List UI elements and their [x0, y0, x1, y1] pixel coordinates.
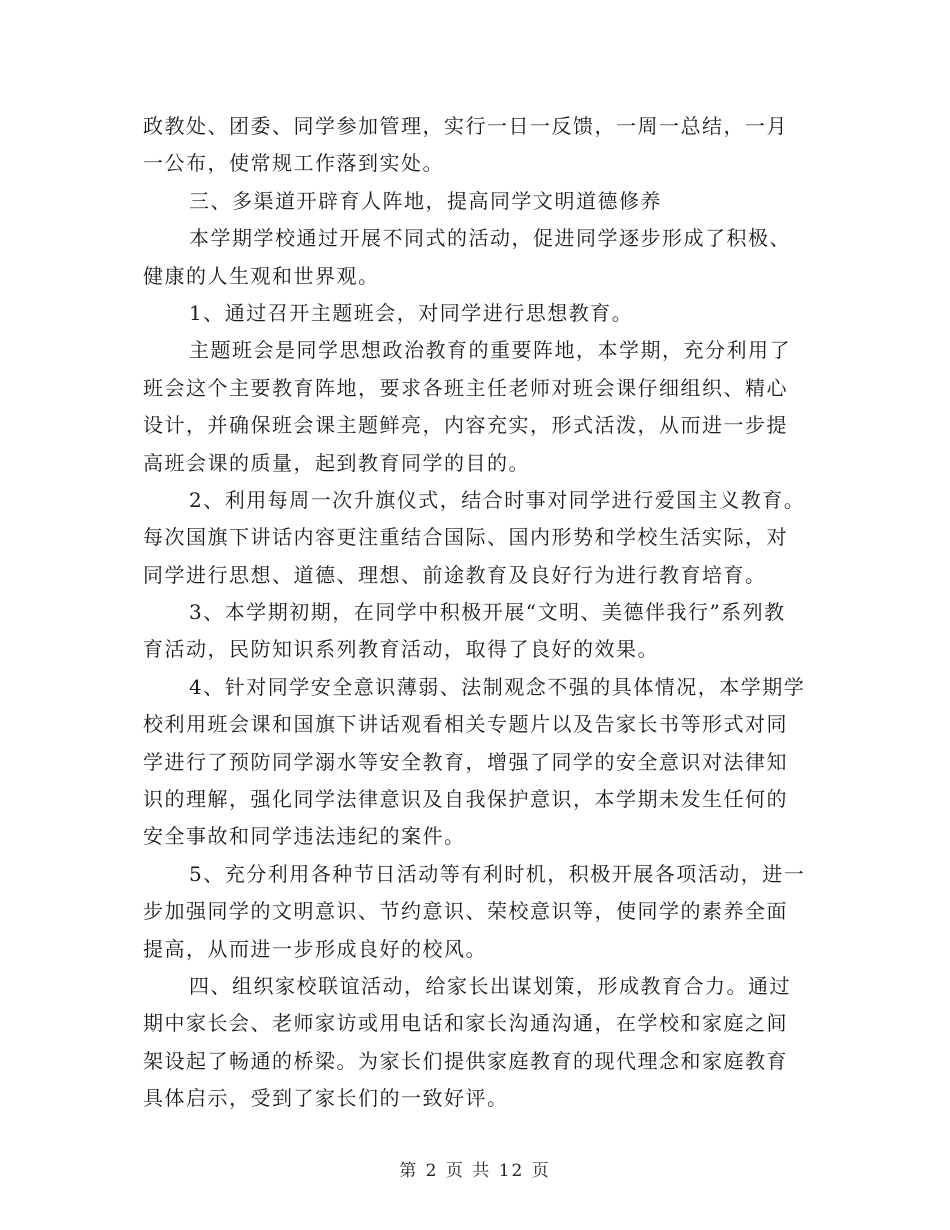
text-line: 步加强同学的文明意识、节约意识、荣校意识等，使同学的素养全面 [143, 899, 788, 924]
text-line: 安全事故和同学违法违纪的案件。 [143, 824, 466, 849]
text-line: 设计，并确保班会课主题鲜亮，内容充实，形式活泼，从而进一步提 [143, 413, 788, 438]
text-line: 校利用班会课和国旗下讲话观看相关专题片以及告家长书等形式对同 [143, 712, 788, 737]
document-body [143, 108, 809, 1118]
text-line: 班会这个主要教育阵地，要求各班主任老师对班会课仔细组织、精心 [143, 375, 788, 400]
text-line: 提高，从而进一步形成良好的校风。 [143, 936, 487, 961]
text-line: 4、针对同学安全意识薄弱、法制观念不强的具体情况，本学期学 [189, 674, 806, 699]
text-line: 架设起了畅通的桥梁。为家长们提供家庭教育的现代理念和家庭教育 [143, 1048, 788, 1073]
text-line: 主题班会是同学思想政治教育的重要阵地，本学期，充分利用了 [189, 338, 791, 363]
text-line: 育活动，民防知识系列教育活动，取得了良好的效果。 [143, 637, 659, 662]
text-line: 学进行了预防同学溺水等安全教育，增强了同学的安全意识对法律知 [143, 749, 788, 774]
text-line: 健康的人生观和世界观。 [143, 263, 380, 288]
text-line: 具体启示，受到了家长们的一致好评。 [143, 1086, 509, 1111]
text-line: 每次国旗下讲话内容更注重结合国际、国内形势和学校生活实际，对 [143, 525, 788, 550]
text-line: 同学进行思想、道德、理想、前途教育及良好行为进行教育培育。 [143, 562, 767, 587]
text-line: 1、通过召开主题班会，对同学进行思想教育。 [189, 300, 634, 325]
text-line: 本学期学校通过开展不同式的活动，促进同学逐步形成了积极、 [189, 226, 791, 251]
text-line: 2、利用每周一次升旗仪式，结合时事对同学进行爱国主义教育。 [189, 487, 806, 512]
text-line: 一公布，使常规工作落到实处。 [143, 151, 444, 176]
text-line: 政教处、团委、同学参加管理，实行一日一反馈，一周一总结，一月 [143, 114, 788, 138]
text-line: 期中家长会、老师家访或用电话和家长沟通沟通，在学校和家庭之间 [143, 1011, 788, 1036]
page-number: 第 2 页 共 12 页 [399, 1161, 551, 1181]
text-line: 3、本学期初期，在同学中积极开展“文明、美德伴我行”系列教 [189, 600, 786, 625]
text-line: 5、充分利用各种节日活动等有利时机，积极开展各项活动，进一 [189, 861, 806, 886]
text-line: 三、多渠道开辟育人阵地，提高同学文明道德修养 [189, 188, 662, 213]
text-line: 识的理解，强化同学法律意识及自我保护意识，本学期未发生任何的 [143, 787, 788, 812]
text-line: 四、组织家校联谊活动，给家长出谋划策，形成教育合力。通过 [189, 973, 791, 998]
text-line: 高班会课的质量，起到教育同学的目的。 [143, 450, 530, 475]
